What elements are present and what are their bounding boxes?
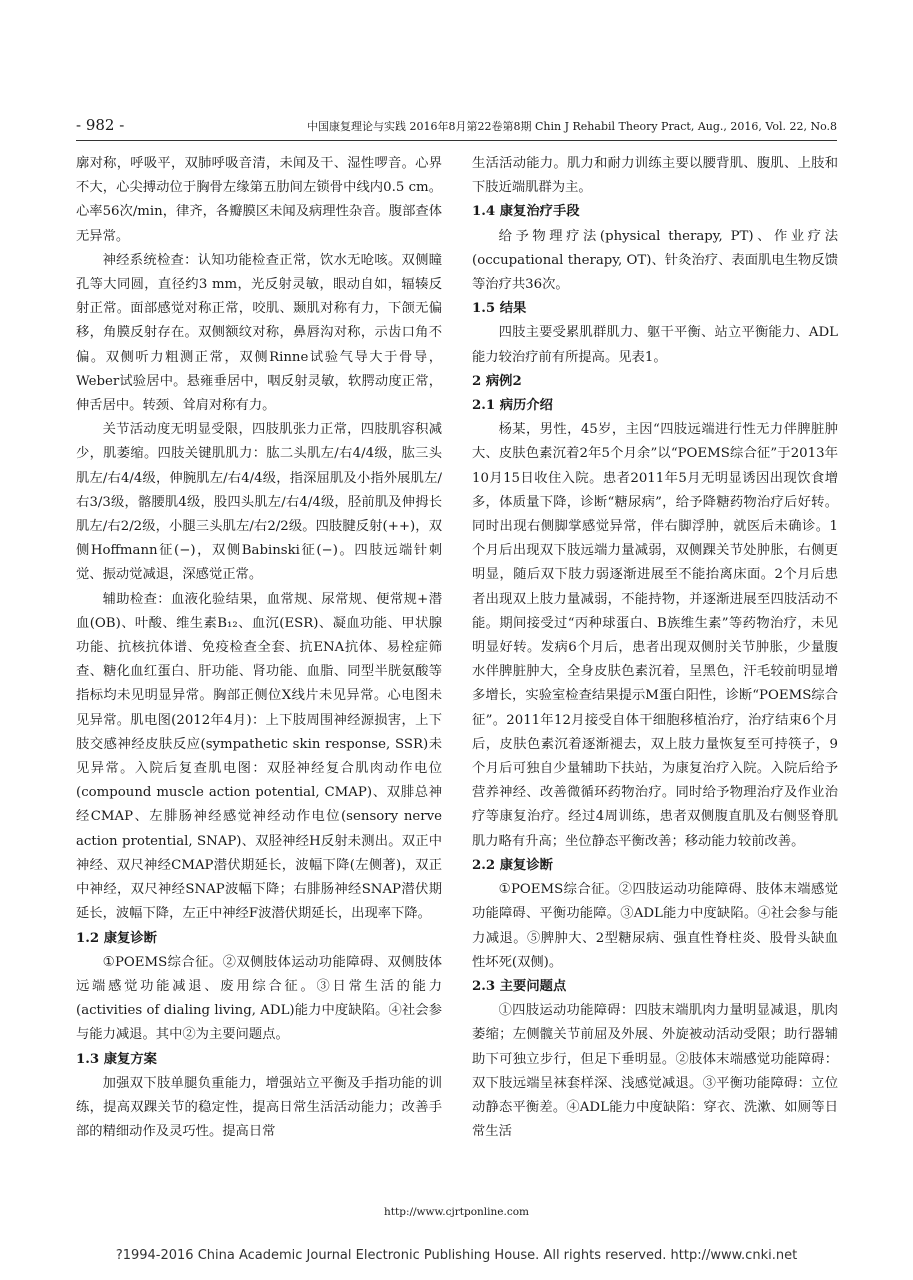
paragraph: 四肢主要受累肌群肌力、躯干平衡、站立平衡能力、ADL能力较治疗前有所提高。见表1。 xyxy=(472,325,838,365)
paragraph: 关节活动度无明显受限，四肢肌张力正常，四肢肌容积减少，肌萎缩。四肢关键肌肌力：肱二头肌左/右4/4级，肱三头肌左/右4/4级，伸腕肌左/右4/4级，指深屈肌及小指外展肌左/右3/3级，髂腰肌4级，股四头肌左/右4/4级，胫前肌及伸拇长肌左/右2/2级，小腿三头肌左/右2/2级。四肢腱反射(++)，双侧Hoffmann征(−)，双侧Babinski征(−)。四肢远端针刺觉、振动觉减退，深感觉正常。 xyxy=(76,422,442,583)
paragraph: 生活活动能力。肌力和耐力训练主要以腰背肌、腹肌、上肢和下肢近端肌群为主。 xyxy=(472,156,838,196)
paragraph: 给予物理疗法(physical therapy, PT)、作业疗法(occupational therapy, OT)、针灸治疗、表面肌电生物反馈等治疗共36次。 xyxy=(472,228,838,293)
paragraph: 辅助检查：血液化验结果，血常规、尿常规、便常规+潜血(OB)、叶酸、维生素B₁₂、血沉(ESR)、凝血功能、甲状腺功能、抗核抗体谱、免疫检查全套、抗ENA抗体、易栓症筛查、糖化血红蛋白、肝功能、肾功能、血脂、同型半胱氨酸等指标均未见明显异常。胸部正侧位X线片未见异常。心电图未见异常。肌电图(2012年4月)：上下肢周围神经源损害，上下肢交感神经皮肤反应(sympathetic skin response, SSR)未见异常。入院后复查肌电图：双胫神经复合肌肉动作电位(compound muscle action potential, CMAP)、双腓总神经CMAP、左腓肠神经感觉神经动作电位(sensory nerve action protential, SNAP)、双胫神经H反射未测出。双正中神经、双尺神经CMAP潜伏期延长，波幅下降(左侧著)，双正中神经，双尺神经SNAP波幅下降；右腓肠神经SNAP潜伏期延长，波幅下降，左正中神经F波潜伏期延长，出现率下降。 xyxy=(76,591,442,922)
section-heading: 1.4 康复治疗手段 xyxy=(472,204,580,220)
paragraph: ①四肢运动功能障碍：四肢末端肌肉力量明显减退，肌肉萎缩；左侧髋关节前屈及外展、外旋被动活动受限；助行器辅助下可独立步行，但足下垂明显。②肢体末端感觉功能障碍：双下肢远端呈袜套样深、浅感觉减退。③平衡功能障碍：立位动静态平衡差。④ADL能力中度缺陷：穿衣、洗漱、如厕等日常生活 xyxy=(472,1003,838,1140)
footer-url: http://www.cjrtponline.com xyxy=(384,1206,529,1218)
section-heading: 1.2 康复诊断 xyxy=(76,930,157,946)
paragraph: ①POEMS综合征。②四肢运动功能障碍、肢体末端感觉功能障碍、平衡功能障。③ADL能力中度缺陷。④社会参与能力减退。⑤脾肿大、2型糖尿病、强直性脊柱炎、股骨头缺血性坏死(双侧)。 xyxy=(472,882,838,970)
journal-citation: 中国康复理论与实践 2016年8月第22卷第8期 Chin J Rehabil Theory Pract, Aug., 2016, Vol. 22, No.8 xyxy=(307,120,837,133)
paragraph: 杨某，男性，45岁，主因“四肢远端进行性无力伴脾脏肿大、皮肤色素沉着2年5个月余”以“POEMS综合征”于2013年10月15日收住入院。患者2011年5月无明显诱因出现饮食增多，体质量下降，诊断“糖尿病”，给予降糖药物治疗后好转。同时出现右侧脚掌感觉异常，伴右脚浮肿，就医后未确诊。1个月后出现双下肢远端力量减弱，双侧踝关节处肿胀，右侧更明显，随后双下肢力弱逐渐进展至不能抬离床面。2个月后患者出现双上肢力量减弱，不能持物，并逐渐进展至四肢活动不能。期间接受过“丙种球蛋白、B族维生素”等药物治疗，未见明显好转。发病6个月后，患者出现双侧肘关节肿胀，少量腹水伴脾脏肿大，全身皮肤色素沉着，呈黑色，汗毛较前明显增多增长，实验室检查结果提示M蛋白阳性，诊断“POEMS综合征”。2011年12月接受自体干细胞移植治疗，治疗结束6个月后，皮肤色素沉着逐渐褪去，双上肢力量恢复至可持筷子，9个月后可独自少量辅助下扶站，为康复治疗入院。入院后给予营养神经、改善微循环药物治疗。同时给予物理治疗及作业治疗等康复治疗。经过4周训练，患者双侧腹直肌及右侧竖脊肌肌力略有升高；坐位静态平衡改善；移动能力较前改善。 xyxy=(472,422,838,849)
header-rule xyxy=(76,140,837,141)
paragraph: 神经系统检查：认知功能检查正常，饮水无呛咳。双侧瞳孔等大同圆，直径约3 mm，光反射灵敏，眼动自如，辐辏反射正常。面部感觉对称正常，咬肌、颞肌对称有力，下颌无偏移，角膜反射存在。双侧额纹对称，鼻唇沟对称，示齿口角不偏。双侧听力粗测正常，双侧Rinne试验气导大于骨导，Weber试验居中。悬雍垂居中，咽反射灵敏，软腭动度正常，伸舌居中。转颈、耸肩对称有力。 xyxy=(76,252,442,414)
paragraph: 加强双下肢单腿负重能力，增强站立平衡及手指功能的训练，提高双踝关节的稳定性，提高日常生活活动能力；改善手部的精细动作及灵巧性。提高日常 xyxy=(76,1075,442,1140)
right-column xyxy=(472,152,838,1144)
section-heading: 2.1 病历介绍 xyxy=(472,398,553,414)
section-heading: 1.3 康复方案 xyxy=(76,1051,157,1067)
section-heading: 2.3 主要问题点 xyxy=(472,978,567,994)
paragraph: ①POEMS综合征。②双侧肢体运动功能障碍、双侧肢体远端感觉功能减退、废用综合征。③日常生活的能力(activities of dialing living, ADL)能力中度缺陷。④社会参与能力减退。其中②为主要问题点。 xyxy=(76,954,442,1043)
copyright-line: ?1994-2016 China Academic Journal Electronic Publishing House. All rights reserved. http://www.cnki.net xyxy=(115,1248,798,1263)
paragraph: 廓对称，呼吸平，双肺呼吸音清，未闻及干、湿性啰音。心界不大，心尖搏动位于胸骨左缘第五肋间左锁骨中线内0.5 cm。心率56次/min，律齐，各瓣膜区未闻及病理性杂音。腹部查体无异常。 xyxy=(76,156,442,244)
section-heading: 2 病例2 xyxy=(472,373,522,389)
section-heading: 1.5 结果 xyxy=(472,301,527,317)
page-number: - 982 - xyxy=(76,116,125,134)
left-column xyxy=(76,152,442,1144)
section-heading: 2.2 康复诊断 xyxy=(472,857,553,873)
page-header xyxy=(76,112,837,138)
